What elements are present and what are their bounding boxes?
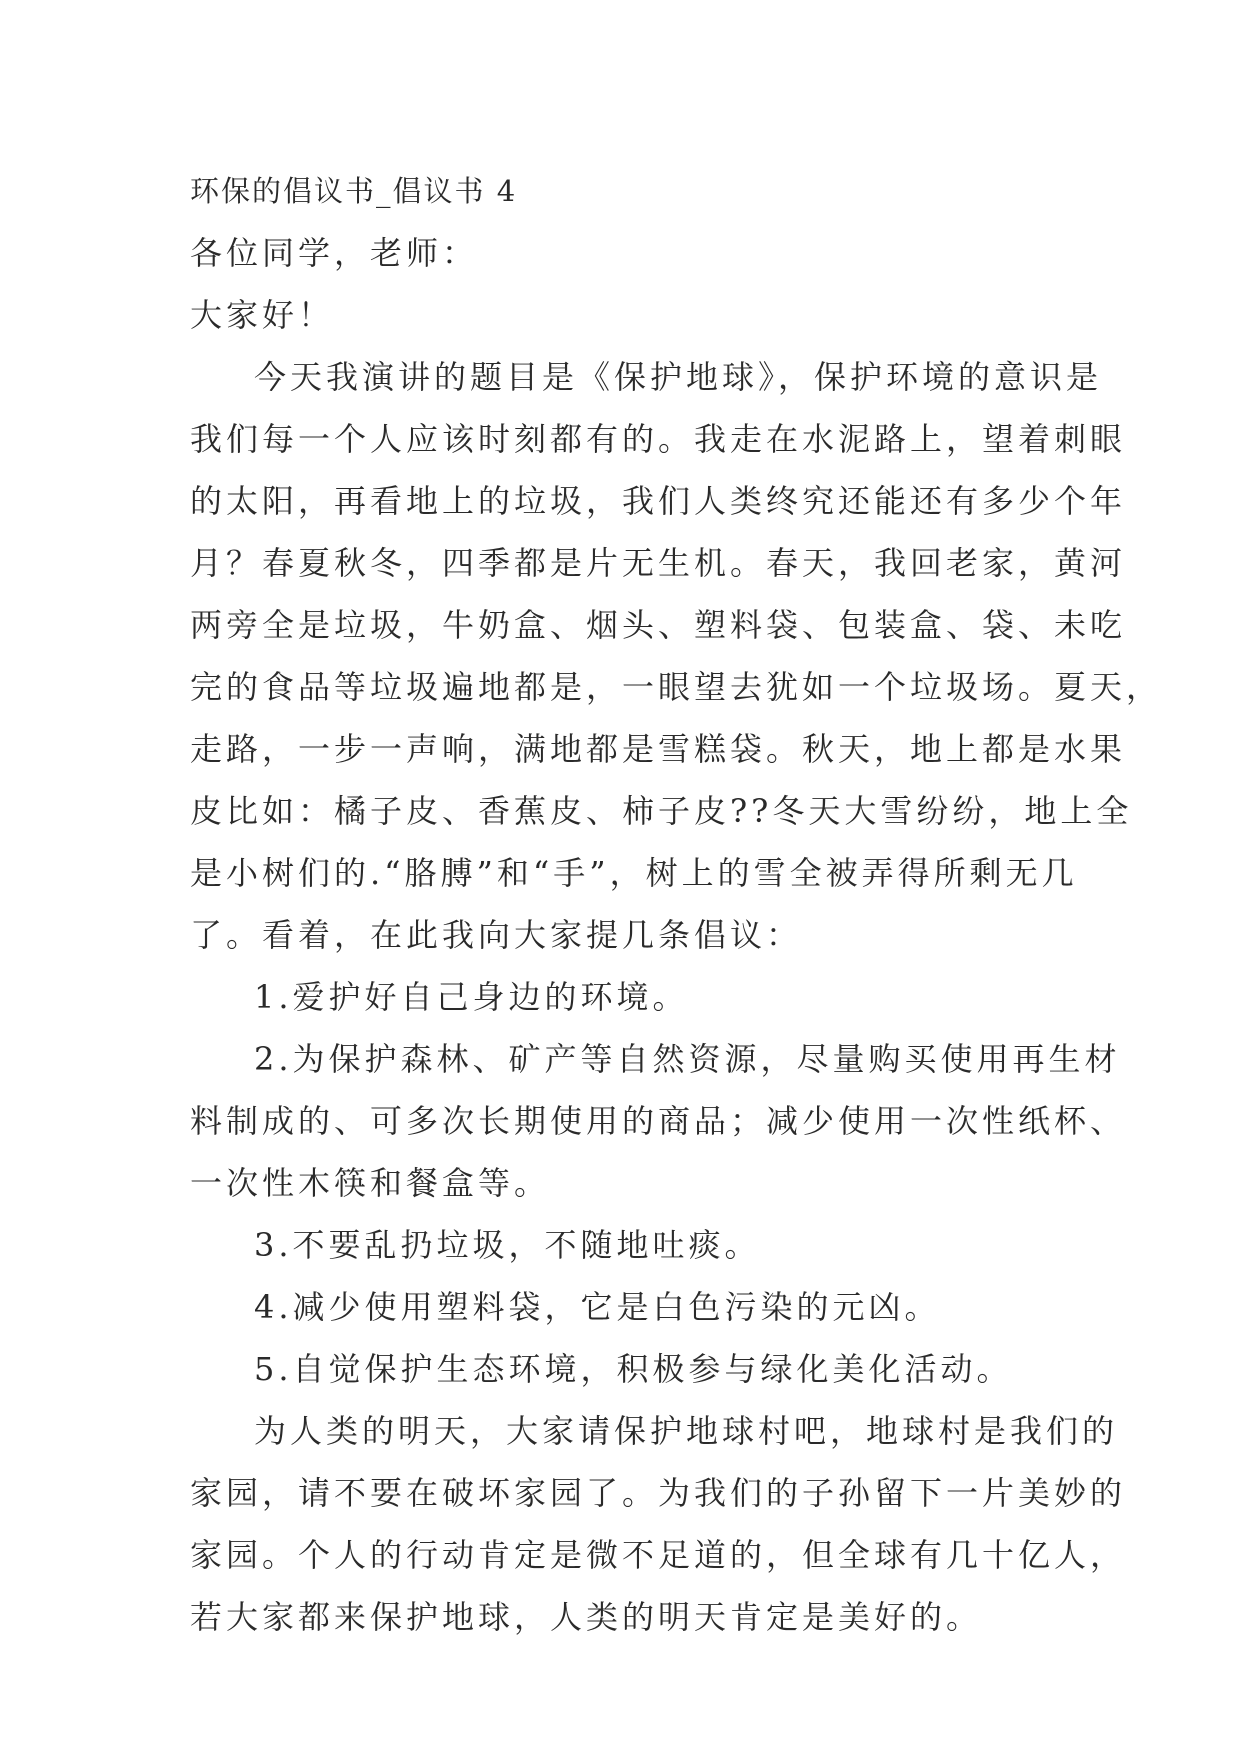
document-title: 环保的倡议书_倡议书 4	[190, 174, 518, 208]
document-body	[190, 160, 1163, 1648]
proposal-item-2-cont: 料制成的、可多次长期使用的商品；减少使用一次性纸杯、	[190, 1102, 1127, 1140]
proposal-item-5: 5.自觉保护生态环境，积极参与绿化美化活动。	[254, 1350, 1013, 1388]
closing-line: 家园，请不要在破坏家园了。为我们的子孙留下一片美妙的	[190, 1474, 1127, 1512]
closing-line: 为人类的明天，大家请保护地球村吧，地球村是我们的	[254, 1412, 1119, 1450]
paragraph-line: 是小树们的.“胳膊”和“手”，树上的雪全被弄得所剩无几	[190, 854, 1078, 892]
proposal-item-4: 4.减少使用塑料袋，它是白色污染的元凶。	[254, 1288, 941, 1326]
paragraph-line: 月？春夏秋冬，四季都是片无生机。春天，我回老家，黄河	[190, 544, 1127, 582]
proposal-item-2: 2.为保护森林、矿产等自然资源，尽量购买使用再生材	[254, 1040, 1121, 1078]
closing-line: 若大家都来保护地球，人类的明天肯定是美好的。	[190, 1598, 983, 1636]
paragraph-line: 了。看着，在此我向大家提几条倡议：	[190, 916, 803, 954]
greeting: 大家好！	[190, 296, 335, 334]
paragraph-line: 走路，一步一声响，满地都是雪糕袋。秋天，地上都是水果	[190, 730, 1127, 768]
paragraph-line: 皮比如：橘子皮、香蕉皮、柿子皮??冬天大雪纷纷，地上全	[190, 792, 1133, 830]
proposal-item-3: 3.不要乱扔垃圾，不随地吐痰。	[254, 1226, 761, 1264]
paragraph-line: 的太阳，再看地上的垃圾，我们人类终究还能还有多少个年	[190, 482, 1127, 520]
paragraph-line: 我们每一个人应该时刻都有的。我走在水泥路上，望着刺眼	[190, 420, 1127, 458]
salutation: 各位同学，老师：	[190, 234, 479, 272]
paragraph-line: 完的食品等垃圾遍地都是，一眼望去犹如一个垃圾场。夏天，	[190, 668, 1163, 706]
closing-line: 家园。个人的行动肯定是微不足道的，但全球有几十亿人，	[190, 1536, 1127, 1574]
proposal-item-2-cont: 一次性木筷和餐盒等。	[190, 1164, 551, 1202]
paragraph-line: 两旁全是垃圾，牛奶盒、烟头、塑料袋、包装盒、袋、未吃	[190, 606, 1127, 644]
paragraph-line: 今天我演讲的题目是《保护地球》，保护环境的意识是	[254, 358, 1103, 396]
proposal-item-1: 1.爱护好自己身边的环境。	[254, 978, 689, 1016]
